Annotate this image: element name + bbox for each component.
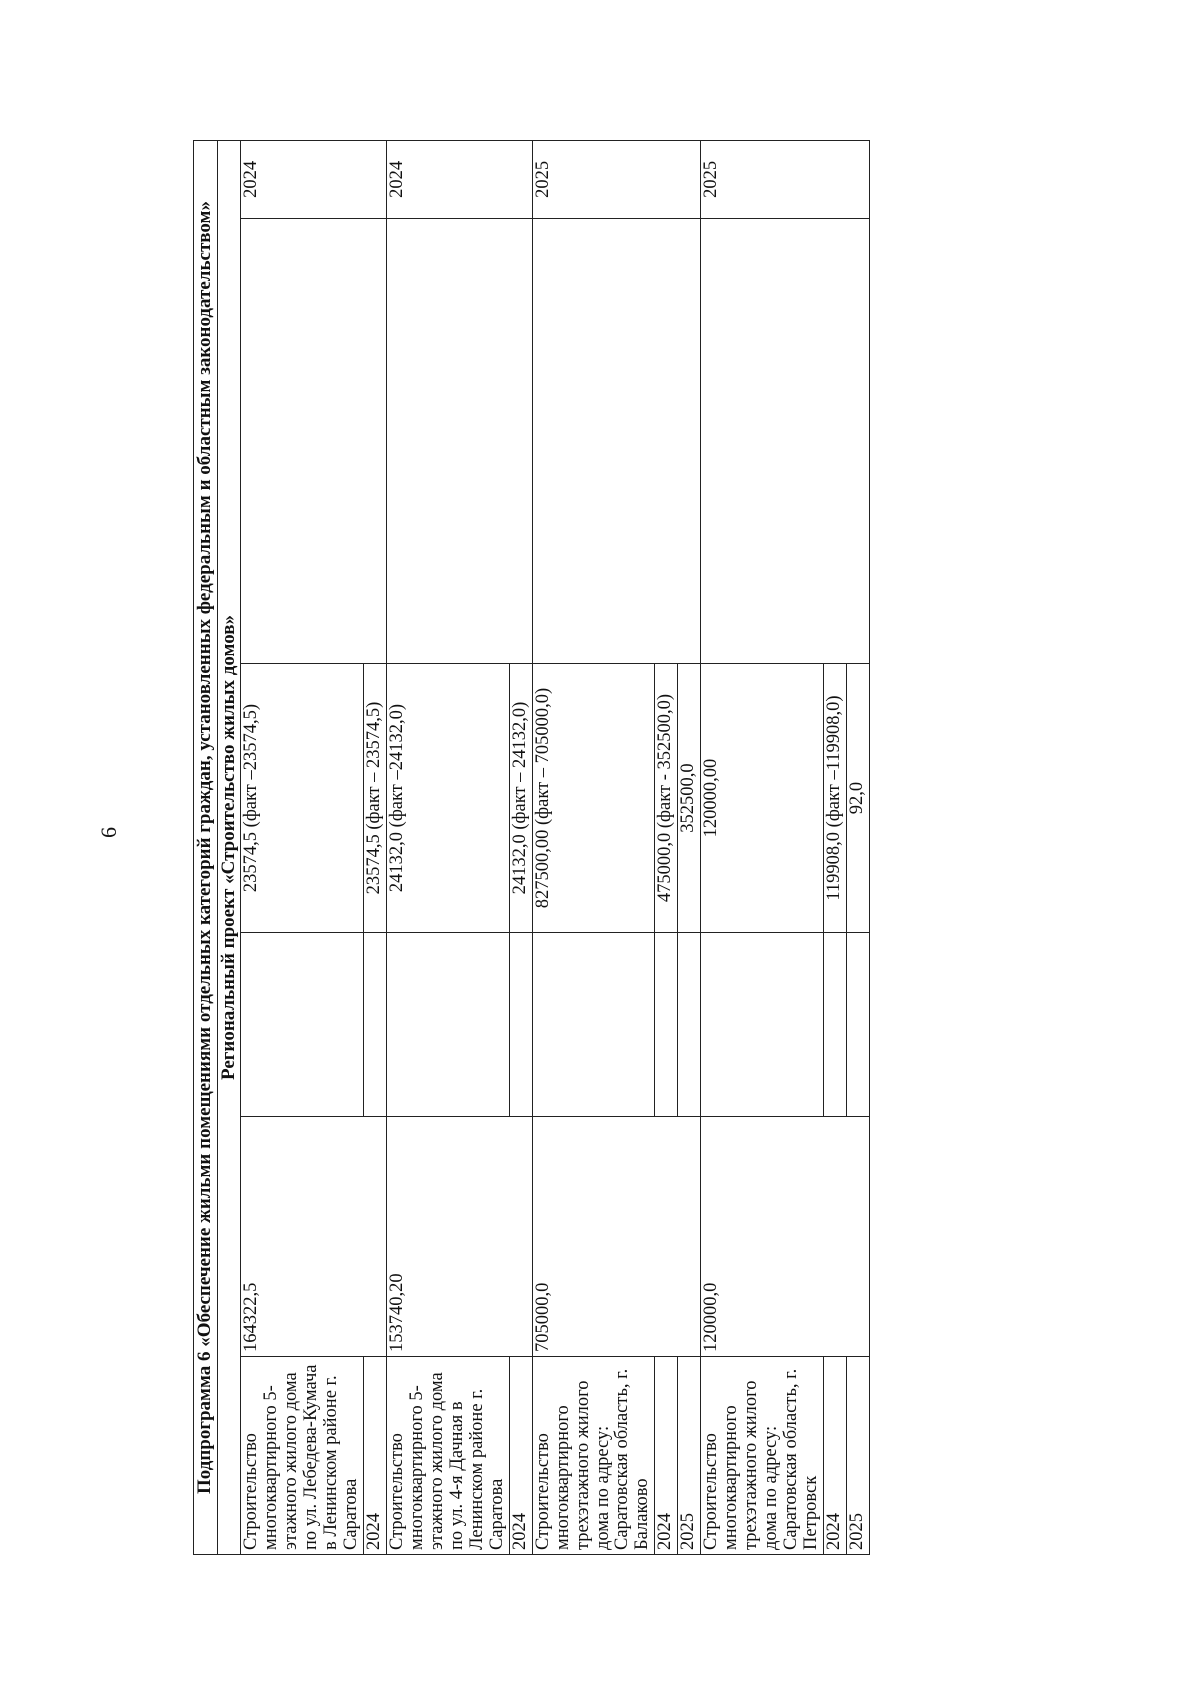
subprogram-title-row (194, 141, 218, 1555)
empty-cell (847, 932, 870, 1116)
empty-cell (241, 218, 387, 663)
empty-cell (386, 218, 532, 663)
year-cell: 2024 (824, 1357, 847, 1555)
table-row (241, 141, 364, 1555)
object-name: Строительство многоквартирного 5-этажного жилого дома по ул. 4-я Дачная в Ленинском районе г. Саратова (386, 1357, 509, 1555)
amount-cell: 475000,0 (факт - 352500,0) (655, 664, 678, 933)
empty-cell (824, 932, 847, 1116)
rotated-table-page (193, 140, 1043, 1555)
amount-cell: 352500,0 (678, 664, 701, 933)
empty-cell (678, 932, 701, 1116)
year-cell: 2024 (363, 1357, 386, 1555)
amount-cell: 23574,5 (факт –23574,5) (241, 664, 364, 933)
object-name: Строительство многоквартирного 5-этажного жилого дома по ул. Лебедева-Кумача в Ленинском районе г. Саратова (241, 1357, 364, 1555)
cost-cell: 164322,5 (241, 1116, 387, 1356)
year-cell: 2024 (509, 1357, 532, 1555)
empty-cell (363, 932, 386, 1116)
object-name: Строительство многоквартирного трехэтажного жилого дома по адресу: Саратовская область, г. Балаково (532, 1357, 655, 1555)
year-cell: 2025 (678, 1357, 701, 1555)
cost-cell: 120000,0 (701, 1116, 870, 1356)
object-name: Строительство многоквартирного трехэтажного жилого дома по адресу: Саратовская область, г. Петровск (701, 1357, 824, 1555)
cost-cell: 153740,20 (386, 1116, 532, 1356)
table-row (386, 141, 509, 1555)
measures-table (193, 140, 870, 1555)
empty-cell (386, 932, 509, 1116)
empty-cell (532, 218, 701, 663)
empty-cell (655, 932, 678, 1116)
amount-cell: 23574,5 (факт – 23574,5) (363, 664, 386, 933)
table-row (532, 141, 655, 1555)
year-end-cell: 2024 (386, 141, 532, 219)
regional-project-row (217, 141, 241, 1555)
table-row (701, 141, 824, 1555)
amount-cell: 119908,0 (факт –119908,0) (824, 664, 847, 933)
amount-cell: 24132,0 (факт –24132,0) (386, 664, 509, 933)
amount-cell: 24132,0 (факт – 24132,0) (509, 664, 532, 933)
page-number: 6 (96, 827, 121, 838)
empty-cell (701, 932, 824, 1116)
subprogram-title: Подпрограмма 6 «Обеспечение жильми помещениями отдельных категорий граждан, установленных федеральным и областным законодательством» (194, 141, 218, 1555)
year-end-cell: 2025 (701, 141, 870, 219)
amount-cell: 92,0 (847, 664, 870, 933)
amount-cell: 827500,00 (факт – 705000,0) (532, 664, 655, 933)
amount-cell: 120000,00 (701, 664, 824, 933)
regional-project-title: Региональный проект «Строительство жилых домов» (217, 141, 241, 1555)
empty-cell (701, 218, 870, 663)
empty-cell (241, 932, 364, 1116)
cost-cell: 705000,0 (532, 1116, 701, 1356)
year-end-cell: 2025 (532, 141, 701, 219)
empty-cell (509, 932, 532, 1116)
year-cell: 2024 (655, 1357, 678, 1555)
year-end-cell: 2024 (241, 141, 387, 219)
year-cell: 2025 (847, 1357, 870, 1555)
empty-cell (532, 932, 655, 1116)
